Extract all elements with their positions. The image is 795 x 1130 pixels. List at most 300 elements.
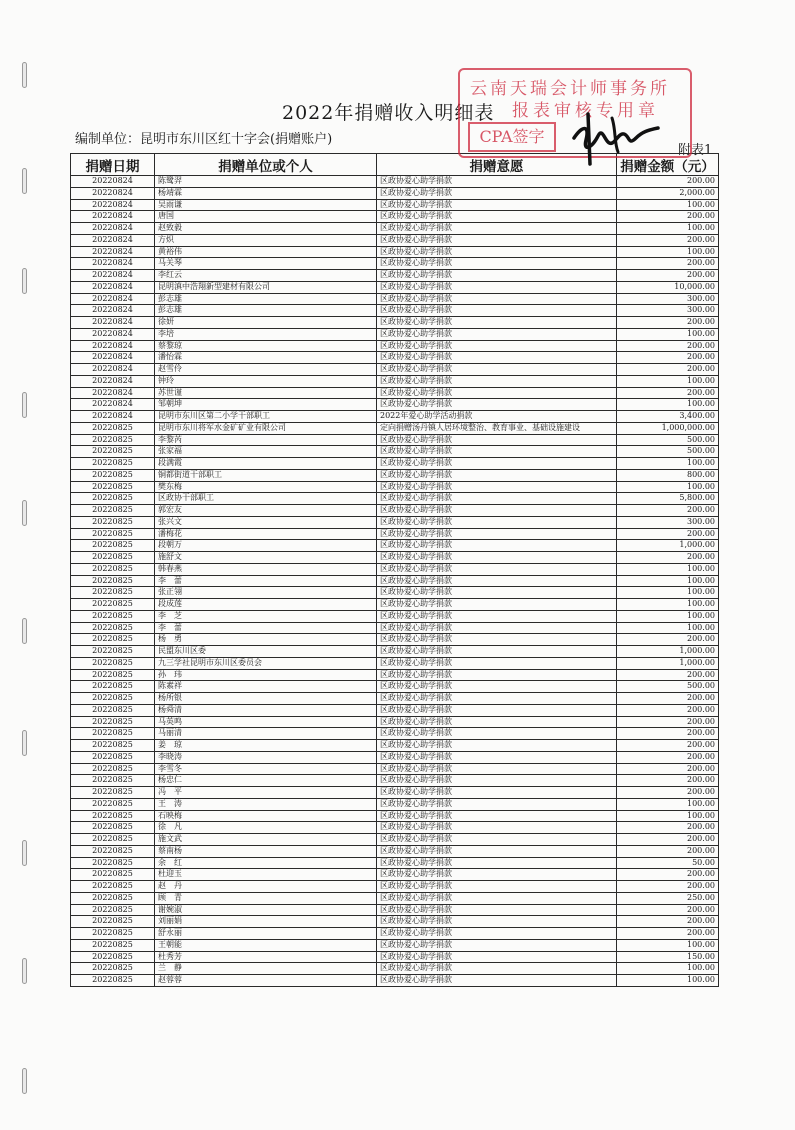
- donation-date: 20220825: [71, 693, 155, 705]
- donation-amount: 200.00: [617, 340, 719, 352]
- table-row: [71, 775, 719, 787]
- donation-purpose: 区政协爱心助学捐款: [377, 340, 617, 352]
- donation-purpose: 区政协爱心助学捐款: [377, 610, 617, 622]
- table-row: [71, 328, 719, 340]
- donor-name: 昆明市东川区第二小学干部职工: [155, 411, 377, 423]
- donation-date: 20220824: [71, 234, 155, 246]
- donation-amount: 100.00: [617, 563, 719, 575]
- donor-name: 段朝万: [155, 540, 377, 552]
- binder-hole: [22, 392, 27, 418]
- donation-date: 20220825: [71, 740, 155, 752]
- document-title: 2022年捐赠收入明细表: [282, 102, 495, 124]
- donation-purpose: 区政协爱心助学捐款: [377, 563, 617, 575]
- donation-purpose: 区政协爱心助学捐款: [377, 775, 617, 787]
- donor-name: 张兴文: [155, 516, 377, 528]
- table-row: [71, 481, 719, 493]
- donation-purpose: 2022年爱心助学活动捐款: [377, 411, 617, 423]
- table-row: [71, 881, 719, 893]
- donation-date: 20220825: [71, 422, 155, 434]
- donor-name: 李培: [155, 328, 377, 340]
- donation-date: 20220825: [71, 716, 155, 728]
- table-row: [71, 763, 719, 775]
- donor-name: 兰 静: [155, 963, 377, 975]
- donation-amount: 3,400.00: [617, 411, 719, 423]
- donor-name: 李黎芮: [155, 434, 377, 446]
- donation-purpose: 区政协爱心助学捐款: [377, 187, 617, 199]
- donation-amount: 200.00: [617, 904, 719, 916]
- donation-date: 20220824: [71, 305, 155, 317]
- donation-date: 20220825: [71, 975, 155, 987]
- binder-hole: [22, 618, 27, 644]
- donation-date: 20220825: [71, 834, 155, 846]
- donation-purpose: 区政协爱心助学捐款: [377, 223, 617, 235]
- table-row: [71, 563, 719, 575]
- donation-purpose: 区政协爱心助学捐款: [377, 822, 617, 834]
- donation-date: 20220825: [71, 634, 155, 646]
- donation-date: 20220824: [71, 399, 155, 411]
- table-row: [71, 258, 719, 270]
- binder-hole: [22, 62, 27, 88]
- donation-purpose: 区政协爱心助学捐款: [377, 552, 617, 564]
- binder-hole: [22, 268, 27, 294]
- table-row: [71, 469, 719, 481]
- donation-date: 20220824: [71, 281, 155, 293]
- donation-purpose: 区政协爱心助学捐款: [377, 387, 617, 399]
- donation-date: 20220825: [71, 892, 155, 904]
- donation-purpose: 区政协爱心助学捐款: [377, 270, 617, 282]
- donor-name: 马英鸣: [155, 716, 377, 728]
- donation-amount: 100.00: [617, 246, 719, 258]
- table-row: [71, 904, 719, 916]
- donation-amount: 500.00: [617, 434, 719, 446]
- table-row: [71, 458, 719, 470]
- donation-amount: 200.00: [617, 176, 719, 188]
- donation-purpose: 区政协爱心助学捐款: [377, 892, 617, 904]
- donation-purpose: 区政协爱心助学捐款: [377, 657, 617, 669]
- donor-name: 杜迎玉: [155, 869, 377, 881]
- donor-name: 顾 青: [155, 892, 377, 904]
- header-amount: 捐赠金额（元）: [617, 154, 719, 176]
- donor-name: 杜秀芳: [155, 951, 377, 963]
- donation-date: 20220824: [71, 364, 155, 376]
- donation-purpose: 区政协爱心助学捐款: [377, 728, 617, 740]
- donation-purpose: 区政协爱心助学捐款: [377, 975, 617, 987]
- donor-name: 潘怡霖: [155, 352, 377, 364]
- donation-date: 20220825: [71, 857, 155, 869]
- donation-date: 20220825: [71, 763, 155, 775]
- donation-purpose: 区政协爱心助学捐款: [377, 716, 617, 728]
- donation-date: 20220824: [71, 270, 155, 282]
- table-row: [71, 646, 719, 658]
- table-row: [71, 223, 719, 235]
- table-row: [71, 305, 719, 317]
- donation-purpose: 区政协爱心助学捐款: [377, 575, 617, 587]
- donation-amount: 200.00: [617, 258, 719, 270]
- donor-name: 冯 平: [155, 787, 377, 799]
- donor-name: 赵 丹: [155, 881, 377, 893]
- donation-purpose: 区政协爱心助学捐款: [377, 599, 617, 611]
- donor-name: 区政协干部职工: [155, 493, 377, 505]
- donor-name: 杨所银: [155, 693, 377, 705]
- table-row: [71, 434, 719, 446]
- donation-table: [70, 153, 719, 987]
- donation-amount: 100.00: [617, 481, 719, 493]
- donation-purpose: 区政协爱心助学捐款: [377, 869, 617, 881]
- table-row: [71, 270, 719, 282]
- donation-date: 20220825: [71, 681, 155, 693]
- donation-date: 20220824: [71, 176, 155, 188]
- donation-date: 20220825: [71, 916, 155, 928]
- donation-purpose: 区政协爱心助学捐款: [377, 540, 617, 552]
- donation-date: 20220825: [71, 704, 155, 716]
- donor-name: 陈鹭羿: [155, 176, 377, 188]
- donation-amount: 100.00: [617, 599, 719, 611]
- donation-date: 20220824: [71, 340, 155, 352]
- binder-hole: [22, 840, 27, 866]
- table-row: [71, 552, 719, 564]
- donation-date: 20220825: [71, 563, 155, 575]
- donation-amount: 300.00: [617, 516, 719, 528]
- table-row: [71, 234, 719, 246]
- donor-name: 民盟东川区委: [155, 646, 377, 658]
- donation-date: 20220825: [71, 540, 155, 552]
- donation-purpose: 区政协爱心助学捐款: [377, 845, 617, 857]
- table-row: [71, 834, 719, 846]
- donation-date: 20220825: [71, 646, 155, 658]
- donation-amount: 100.00: [617, 939, 719, 951]
- table-row: [71, 787, 719, 799]
- donation-date: 20220825: [71, 822, 155, 834]
- donor-name: 九三学社昆明市东川区委员会: [155, 657, 377, 669]
- donor-name: 苏世谨: [155, 387, 377, 399]
- donation-amount: 100.00: [617, 223, 719, 235]
- donation-amount: 500.00: [617, 446, 719, 458]
- table-body: [71, 176, 719, 987]
- donor-name: 郭宏友: [155, 505, 377, 517]
- donor-name: 王朝能: [155, 939, 377, 951]
- table-row: [71, 176, 719, 188]
- donation-purpose: 区政协爱心助学捐款: [377, 904, 617, 916]
- donation-amount: 100.00: [617, 622, 719, 634]
- donation-purpose: 区政协爱心助学捐款: [377, 328, 617, 340]
- table-row: [71, 963, 719, 975]
- donor-name: 韩春燕: [155, 563, 377, 575]
- donor-name: 黄裕伟: [155, 246, 377, 258]
- donation-date: 20220825: [71, 446, 155, 458]
- table-row: [71, 587, 719, 599]
- donation-date: 20220825: [71, 775, 155, 787]
- donation-amount: 200.00: [617, 528, 719, 540]
- table-row: [71, 281, 719, 293]
- donor-name: 徐妍: [155, 317, 377, 329]
- donation-date: 20220825: [71, 798, 155, 810]
- donor-name: 赵蓉蓉: [155, 975, 377, 987]
- stamp-purpose: 报表审核专用章: [512, 101, 659, 121]
- donation-purpose: 区政协爱心助学捐款: [377, 939, 617, 951]
- donation-amount: 200.00: [617, 552, 719, 564]
- table-row: [71, 387, 719, 399]
- donation-purpose: 区政协爱心助学捐款: [377, 810, 617, 822]
- table-row: [71, 399, 719, 411]
- donation-date: 20220825: [71, 469, 155, 481]
- donation-amount: 200.00: [617, 317, 719, 329]
- table-row: [71, 599, 719, 611]
- donor-name: 杨 勇: [155, 634, 377, 646]
- table-row: [71, 411, 719, 423]
- donation-purpose: 区政协爱心助学捐款: [377, 234, 617, 246]
- donation-date: 20220824: [71, 246, 155, 258]
- donation-amount: 500.00: [617, 681, 719, 693]
- donation-date: 20220824: [71, 223, 155, 235]
- donation-amount: 300.00: [617, 293, 719, 305]
- donation-purpose: 区政协爱心助学捐款: [377, 963, 617, 975]
- donation-purpose: 区政协爱心助学捐款: [377, 916, 617, 928]
- donation-amount: 200.00: [617, 693, 719, 705]
- donation-purpose: 区政协爱心助学捐款: [377, 881, 617, 893]
- donation-purpose: 区政协爱心助学捐款: [377, 798, 617, 810]
- table-row: [71, 939, 719, 951]
- binder-hole: [22, 1068, 27, 1094]
- binder-hole: [22, 958, 27, 984]
- donor-name: 孙 玮: [155, 669, 377, 681]
- donation-amount: 200.00: [617, 845, 719, 857]
- donation-purpose: 区政协爱心助学捐款: [377, 375, 617, 387]
- donation-amount: 100.00: [617, 375, 719, 387]
- donation-amount: 2,000.00: [617, 187, 719, 199]
- table-row: [71, 693, 719, 705]
- donation-purpose: 区政协爱心助学捐款: [377, 293, 617, 305]
- table-row: [71, 822, 719, 834]
- table-row: [71, 516, 719, 528]
- donation-amount: 200.00: [617, 869, 719, 881]
- donation-date: 20220825: [71, 599, 155, 611]
- donation-amount: 200.00: [617, 822, 719, 834]
- table-row: [71, 422, 719, 434]
- donor-name: 余 红: [155, 857, 377, 869]
- donation-amount: 200.00: [617, 881, 719, 893]
- donation-purpose: 区政协爱心助学捐款: [377, 834, 617, 846]
- donation-amount: 10,000.00: [617, 281, 719, 293]
- table-row: [71, 798, 719, 810]
- donation-amount: 100.00: [617, 199, 719, 211]
- table-row: [71, 810, 719, 822]
- donation-date: 20220825: [71, 575, 155, 587]
- donation-amount: 1,000.00: [617, 657, 719, 669]
- donor-name: 姜 琼: [155, 740, 377, 752]
- table-row: [71, 728, 719, 740]
- donation-purpose: 区政协爱心助学捐款: [377, 528, 617, 540]
- donation-date: 20220825: [71, 881, 155, 893]
- donation-date: 20220825: [71, 610, 155, 622]
- table-row: [71, 951, 719, 963]
- table-row: [71, 364, 719, 376]
- donation-date: 20220825: [71, 963, 155, 975]
- donation-amount: 200.00: [617, 234, 719, 246]
- donation-purpose: 区政协爱心助学捐款: [377, 364, 617, 376]
- donation-amount: 200.00: [617, 728, 719, 740]
- donation-amount: 200.00: [617, 211, 719, 223]
- donor-name: 舒永丽: [155, 928, 377, 940]
- donor-name: 杨舜清: [155, 704, 377, 716]
- header-purpose: 捐赠意愿: [377, 154, 617, 176]
- donation-purpose: 区政协爱心助学捐款: [377, 622, 617, 634]
- donation-amount: 200.00: [617, 740, 719, 752]
- donation-purpose: 区政协爱心助学捐款: [377, 399, 617, 411]
- table-row: [71, 293, 719, 305]
- table-row: [71, 916, 719, 928]
- donation-date: 20220824: [71, 411, 155, 423]
- donation-amount: 200.00: [617, 916, 719, 928]
- table-row: [71, 610, 719, 622]
- table-row: [71, 493, 719, 505]
- table-row: [71, 199, 719, 211]
- donation-purpose: 区政协爱心助学捐款: [377, 469, 617, 481]
- donation-date: 20220825: [71, 458, 155, 470]
- donation-date: 20220824: [71, 293, 155, 305]
- donation-amount: 100.00: [617, 810, 719, 822]
- binder-hole: [22, 500, 27, 526]
- donation-amount: 1,000,000.00: [617, 422, 719, 434]
- donation-date: 20220824: [71, 328, 155, 340]
- stamp-firm-name: 云南天瑞会计师事务所: [470, 79, 670, 99]
- donation-amount: 200.00: [617, 270, 719, 282]
- donation-amount: 200.00: [617, 505, 719, 517]
- donation-date: 20220825: [71, 434, 155, 446]
- donation-amount: 100.00: [617, 798, 719, 810]
- donation-purpose: 区政协爱心助学捐款: [377, 681, 617, 693]
- donation-amount: 200.00: [617, 364, 719, 376]
- donation-purpose: 区政协爱心助学捐款: [377, 317, 617, 329]
- donor-name: 李晓涛: [155, 751, 377, 763]
- donor-name: 赵雪伶: [155, 364, 377, 376]
- table-row: [71, 446, 719, 458]
- donation-purpose: 区政协爱心助学捐款: [377, 446, 617, 458]
- donation-amount: 800.00: [617, 469, 719, 481]
- donation-purpose: 区政协爱心助学捐款: [377, 646, 617, 658]
- donor-name: 李 蕾: [155, 622, 377, 634]
- donation-amount: 200.00: [617, 787, 719, 799]
- binder-hole: [22, 168, 27, 194]
- donor-name: 昆明滇中浩翔新型建材有限公司: [155, 281, 377, 293]
- binder-hole: [22, 730, 27, 756]
- donation-date: 20220825: [71, 505, 155, 517]
- donation-amount: 200.00: [617, 704, 719, 716]
- table-row: [71, 892, 719, 904]
- donor-name: 彭志雄: [155, 293, 377, 305]
- donation-date: 20220825: [71, 751, 155, 763]
- donation-amount: 200.00: [617, 834, 719, 846]
- donation-date: 20220825: [71, 516, 155, 528]
- donation-date: 20220825: [71, 528, 155, 540]
- donor-name: 杨靖霖: [155, 187, 377, 199]
- donation-amount: 100.00: [617, 610, 719, 622]
- table-row: [71, 211, 719, 223]
- donation-date: 20220825: [71, 728, 155, 740]
- donor-name: 石映梅: [155, 810, 377, 822]
- donation-amount: 200.00: [617, 751, 719, 763]
- donation-date: 20220825: [71, 587, 155, 599]
- donation-amount: 100.00: [617, 458, 719, 470]
- donor-name: 彭志雄: [155, 305, 377, 317]
- donation-date: 20220825: [71, 669, 155, 681]
- cpa-signature-box: CPA签字: [468, 122, 556, 152]
- donation-date: 20220824: [71, 211, 155, 223]
- table-row: [71, 622, 719, 634]
- table-row: [71, 657, 719, 669]
- table-row: [71, 317, 719, 329]
- donation-purpose: 区政协爱心助学捐款: [377, 634, 617, 646]
- donation-purpose: 区政协爱心助学捐款: [377, 763, 617, 775]
- donation-amount: 300.00: [617, 305, 719, 317]
- donation-date: 20220825: [71, 951, 155, 963]
- handwritten-signature: [568, 108, 668, 168]
- donation-purpose: 区政协爱心助学捐款: [377, 693, 617, 705]
- donation-date: 20220824: [71, 317, 155, 329]
- table-row: [71, 857, 719, 869]
- donation-amount: 200.00: [617, 763, 719, 775]
- donor-name: 杨忠仁: [155, 775, 377, 787]
- donation-date: 20220825: [71, 787, 155, 799]
- donation-purpose: 区政协爱心助学捐款: [377, 176, 617, 188]
- donor-name: 段成莲: [155, 599, 377, 611]
- table-row: [71, 528, 719, 540]
- donation-date: 20220824: [71, 187, 155, 199]
- table-row: [71, 505, 719, 517]
- donor-name: 唐国: [155, 211, 377, 223]
- donation-purpose: 区政协爱心助学捐款: [377, 493, 617, 505]
- table-row: [71, 740, 719, 752]
- table-row: [71, 716, 719, 728]
- donor-name: 张家福: [155, 446, 377, 458]
- donor-name: 张正翎: [155, 587, 377, 599]
- header-donor: 捐赠单位或个人: [155, 154, 377, 176]
- table-row: [71, 246, 719, 258]
- table-row: [71, 751, 719, 763]
- donation-date: 20220824: [71, 352, 155, 364]
- donation-amount: 250.00: [617, 892, 719, 904]
- donor-name: 铜都街道干部职工: [155, 469, 377, 481]
- donor-name: 方炽: [155, 234, 377, 246]
- donation-amount: 200.00: [617, 775, 719, 787]
- donation-purpose: 区政协爱心助学捐款: [377, 928, 617, 940]
- attachment-label: 附表1: [678, 143, 713, 158]
- donor-name: 马丽清: [155, 728, 377, 740]
- donation-amount: 100.00: [617, 963, 719, 975]
- donation-purpose: 区政协爱心助学捐款: [377, 458, 617, 470]
- table-row: [71, 575, 719, 587]
- donation-purpose: 区政协爱心助学捐款: [377, 951, 617, 963]
- donation-purpose: 区政协爱心助学捐款: [377, 281, 617, 293]
- donor-name: 马关琴: [155, 258, 377, 270]
- donation-amount: 200.00: [617, 716, 719, 728]
- donation-purpose: 区政协爱心助学捐款: [377, 704, 617, 716]
- donation-amount: 150.00: [617, 951, 719, 963]
- donation-date: 20220825: [71, 481, 155, 493]
- donor-name: 王 涛: [155, 798, 377, 810]
- donation-amount: 200.00: [617, 928, 719, 940]
- donation-amount: 200.00: [617, 669, 719, 681]
- donor-name: 吴雨谦: [155, 199, 377, 211]
- donation-purpose: 区政协爱心助学捐款: [377, 516, 617, 528]
- donation-purpose: 区政协爱心助学捐款: [377, 740, 617, 752]
- donation-purpose: 区政协爱心助学捐款: [377, 211, 617, 223]
- donor-name: 徐 凡: [155, 822, 377, 834]
- table-row: [71, 540, 719, 552]
- donation-date: 20220825: [71, 493, 155, 505]
- donor-name: 陈素祥: [155, 681, 377, 693]
- donation-purpose: 区政协爱心助学捐款: [377, 352, 617, 364]
- donation-date: 20220824: [71, 387, 155, 399]
